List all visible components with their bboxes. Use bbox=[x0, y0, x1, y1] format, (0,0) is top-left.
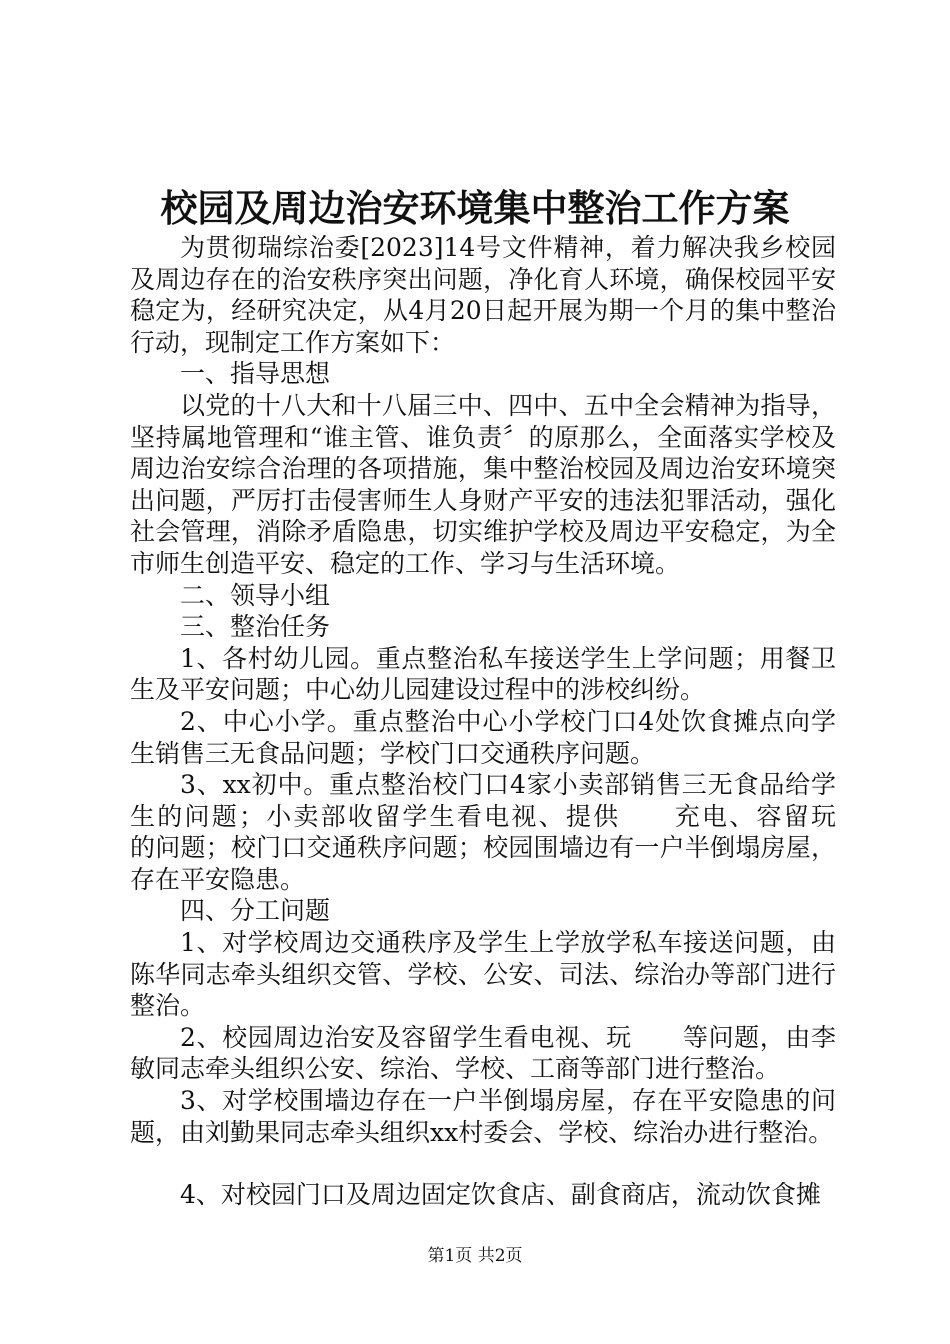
paragraph-intro: 为贯彻瑞综治委[2023]14号文件精神，着力解决我乡校园及周边存在的治安秩序突出问题，净化育人环境，确保校园平安稳定为，经研究决定，从4月20日起开展为期一个月的集中整治行动，现制定工作方案如下： bbox=[130, 233, 836, 357]
document-body bbox=[130, 232, 887, 1211]
section-heading-guiding-ideology: 一、指导思想 bbox=[180, 359, 331, 389]
division-item-food-stalls: 4、对校园门口及周边固定饮食店、副食商店，流动饮食摊 bbox=[180, 1180, 821, 1210]
section-heading-division-of-work: 四、分工问题 bbox=[180, 896, 331, 926]
task-item-kindergartens: 1、各村幼儿园。重点整治私车接送学生上学问题；用餐卫生及平安问题；中心幼儿园建设过程中的涉校纠纷。 bbox=[130, 643, 836, 705]
section-heading-rectification-tasks: 三、整治任务 bbox=[180, 612, 331, 642]
paragraph-guiding-ideology: 以党的十八大和十八届三中、四中、五中全会精神为指导，坚持属地管理和“谁主管、谁负责〞的原那么，全面落实学校及周边治安综合治理的各项措施，集中整治校园及周边治安环境突出问题，严厉打击侵害师生人身财产平安的违法犯罪活动，强化社会管理，消除矛盾隐患，切实维护学校及周边平安稳定，为全市师生创造平安、稳定的工作、学习与生活环境。 bbox=[130, 390, 836, 578]
division-item-collapsed-house: 3、对学校围墙边存在一户半倒塌房屋，存在平安隐患的问题，由刘勤果同志牵头组织xx村委会、学校、综治办进行整治。 bbox=[130, 1086, 836, 1147]
page-number-footer: 第1页 共2页 bbox=[427, 1246, 523, 1266]
task-item-junior-middle-school: 3、xx初中。重点整治校门口4家小卖部销售三无食品给学生的问题；小卖部收留学生看电视、提供 充电、容留玩 的问题；校门口交通秩序问题；校园围墙边有一户半倒塌房屋，存在平安隐患。 bbox=[130, 770, 887, 894]
document-title: 校园及周边治安环境集中整治工作方案 bbox=[160, 186, 790, 230]
section-heading-leadership-group: 二、领导小组 bbox=[180, 580, 331, 610]
division-item-traffic: 1、对学校周边交通秩序及学生上学放学私车接送问题，由陈华同志牵头组织交管、学校、公安、司法、综治办等部门进行整治。 bbox=[130, 928, 836, 1021]
task-item-central-primary-school: 2、中心小学。重点整治中心小学校门口4处饮食摊点向学生销售三无食品问题；学校门口交通秩序问题。 bbox=[130, 706, 836, 768]
division-item-public-security: 2、校园周边治安及容留学生看电视、玩 等问题，由李敏同志牵头组织公安、综治、学校、工商等部门进行整治。 bbox=[130, 1022, 836, 1084]
